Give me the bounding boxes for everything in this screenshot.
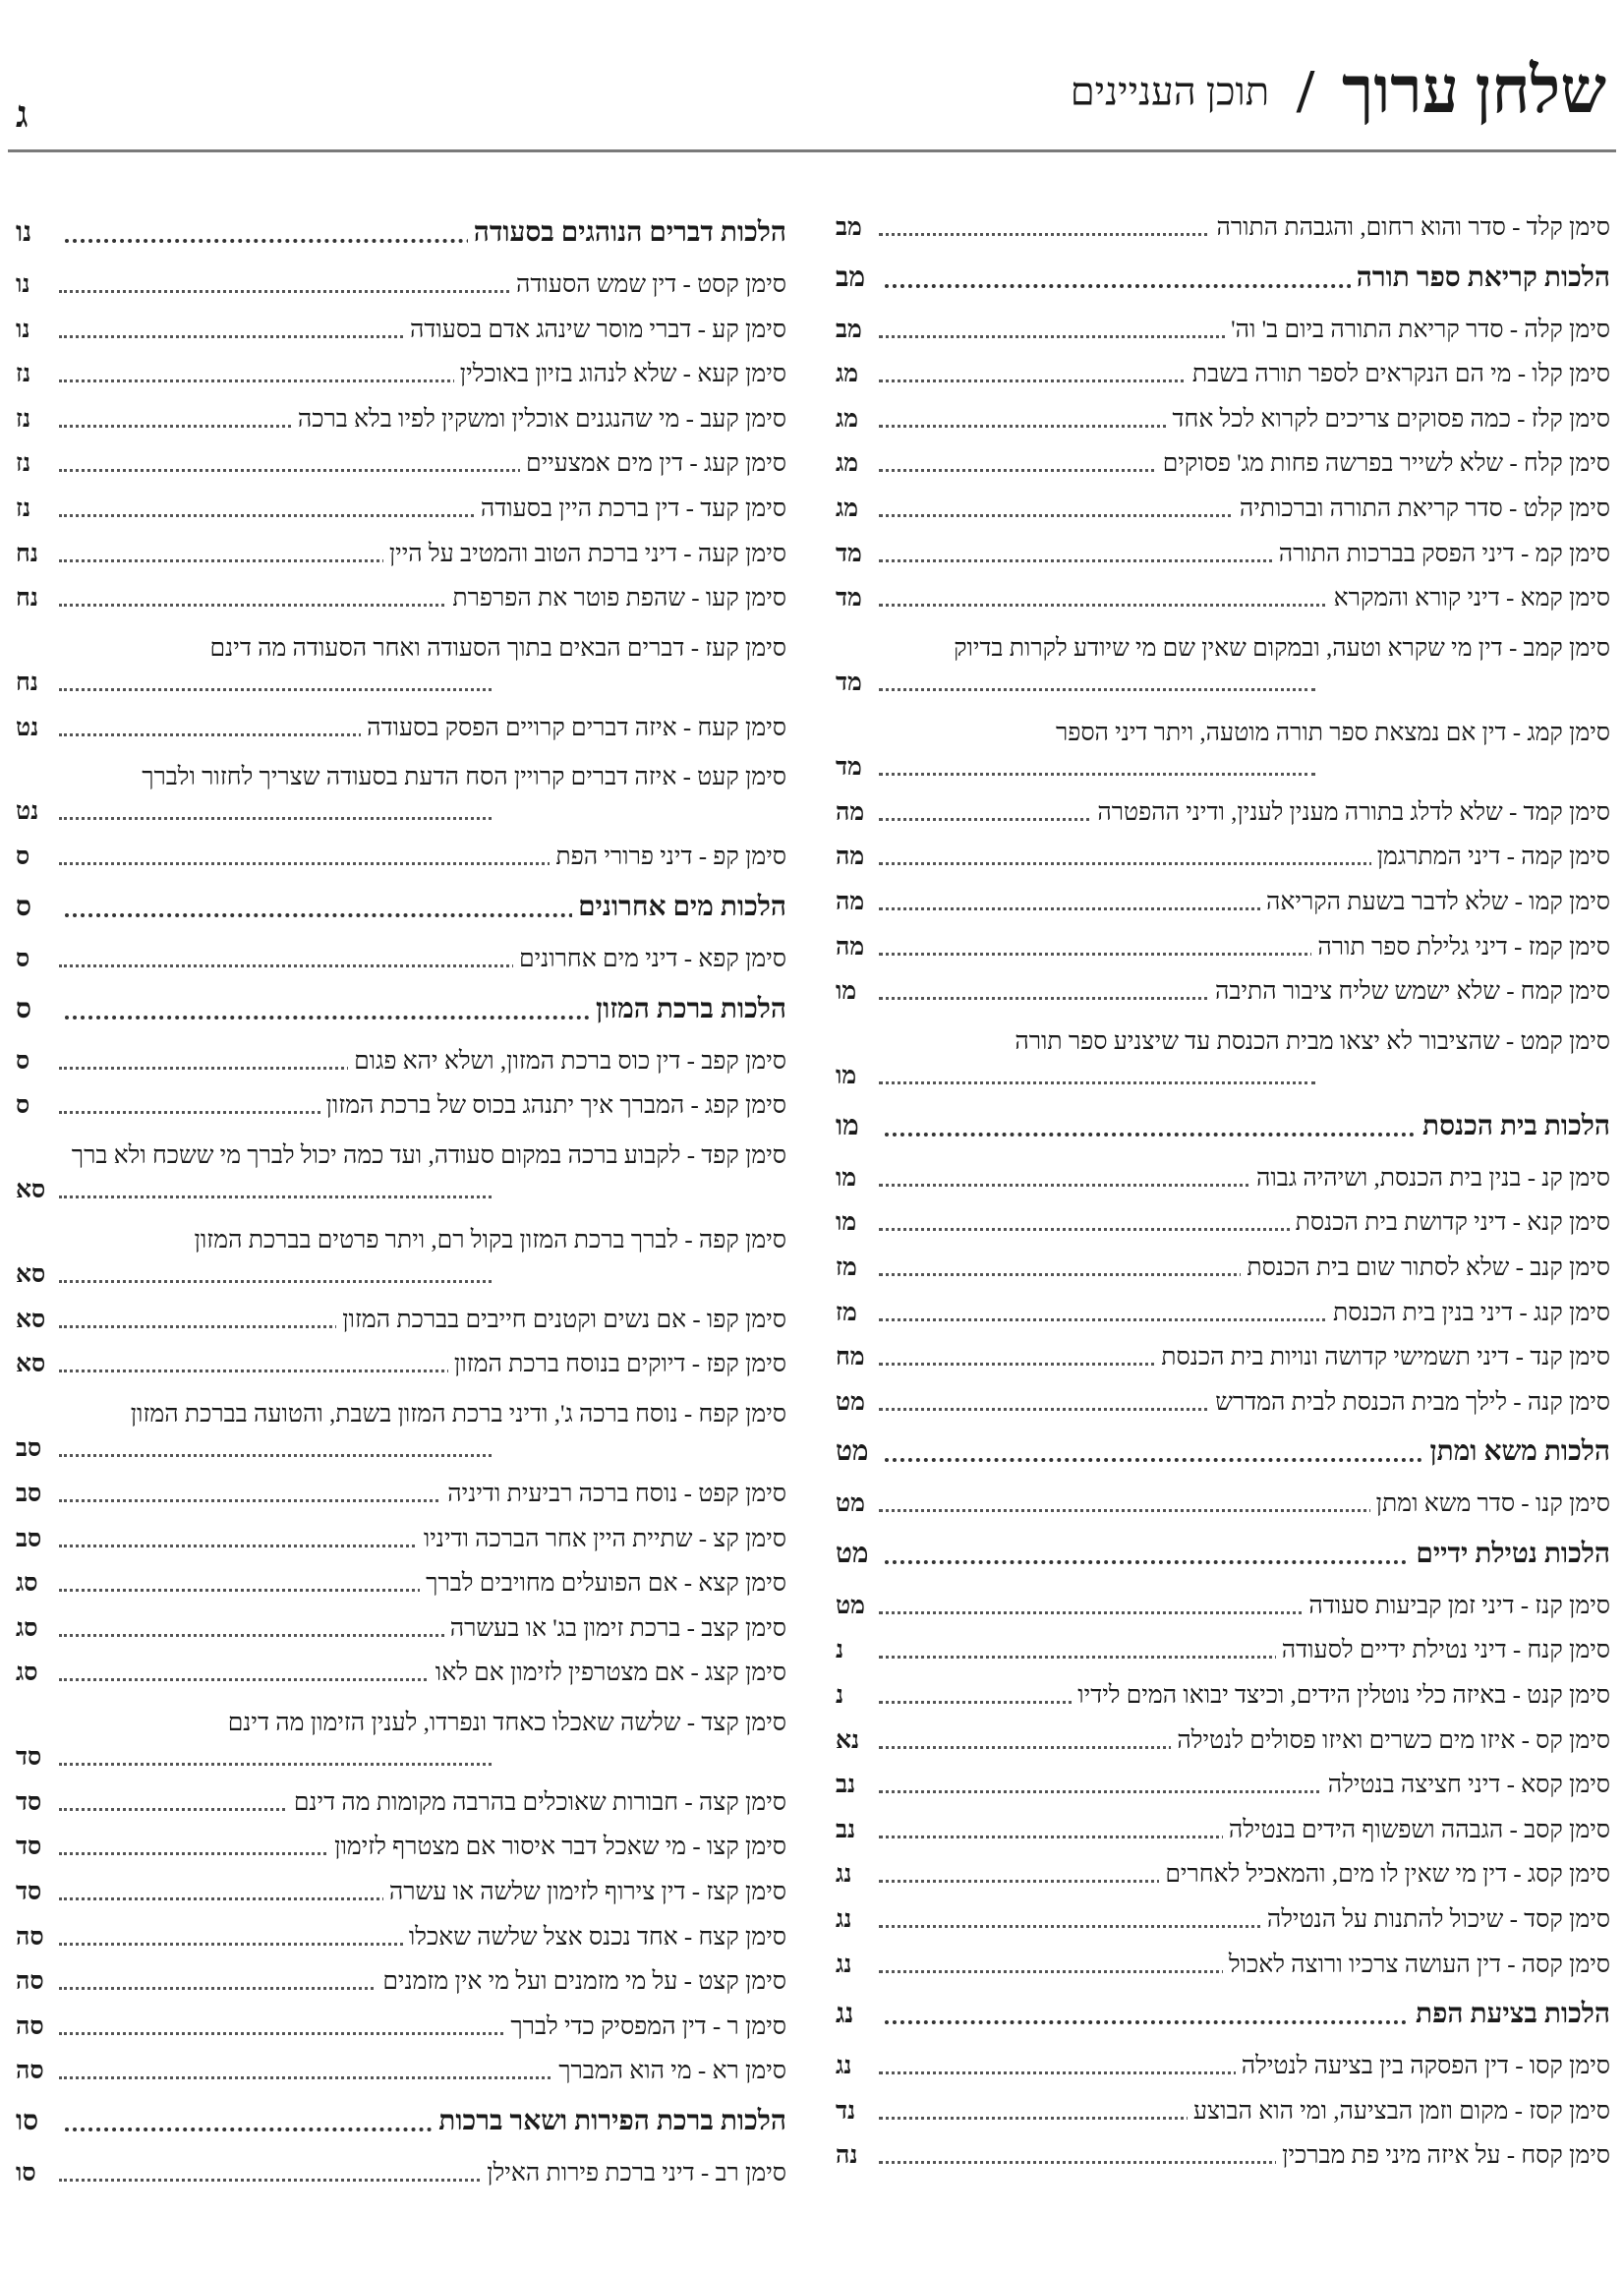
toc-entry: [16, 1866, 786, 1911]
toc-section-heading: [836, 1983, 1610, 2040]
entry-page-number: מד: [836, 540, 868, 569]
entry-page-number: סד: [16, 1743, 47, 1773]
entry-page-number: מח: [836, 1343, 871, 1372]
entry-title: סימן קעג - דין מים אמצעיים: [520, 449, 786, 479]
toc-entry: [16, 1603, 786, 1648]
entry-title: סימן קצג - אם מצטרפין לזימון אם לאו: [430, 1659, 786, 1688]
entry-title: סימן קנד - דיני תשמישי קדושה ונויות בית הכנסת: [1155, 1343, 1610, 1372]
entry-title: סימן קעט - איזה דברים קרויין הסח הדעת בסעודה שצריך לחזור ולברך: [142, 764, 786, 791]
entry-title: סימן קמה - דיני המתרגמן: [1371, 843, 1610, 872]
toc-entry: [16, 259, 786, 304]
toc-entry: [16, 1468, 786, 1513]
entry-page-number: מג: [836, 449, 864, 479]
entry-page-number: סב: [16, 1525, 47, 1554]
entry-title: סימן קצה - חבורות שאוכלים בהרבה מקומות מה דינם: [288, 1788, 786, 1818]
entry-page-number: מב: [836, 316, 868, 345]
entry-page-number: סא: [16, 1306, 51, 1335]
entry-title: סימן קפו - אם נשים וקטנים חייבים בברכת המזון: [336, 1306, 786, 1335]
entry-title: סימן קמח - שלא ישמש שליח ציבור התיבה: [1209, 977, 1610, 1007]
entry-page-number: סג: [16, 1659, 43, 1688]
entry-page-number: מו: [836, 1111, 865, 1142]
toc-entry: [836, 787, 1610, 832]
toc-entry: [836, 876, 1610, 921]
toc-entry: [16, 483, 786, 528]
entry-title: סימן קפח - נוסח ברכה ג', ודיני ברכת המזון בשבת, והטועה בברכת המזון: [130, 1400, 786, 1428]
entry-title: סימן קצא - אם הפועלים מחויבים לברך: [420, 1569, 786, 1599]
toc-entry: [836, 1331, 1610, 1376]
entry-title: סימן קצט - על מי מזמנים ועל מי אין מזמנים: [377, 1967, 786, 1997]
section-heading-text: הלכות נטילת ידיים: [1410, 1539, 1610, 1570]
toc-entry: [16, 572, 786, 617]
entry-page-number: נח: [16, 540, 44, 569]
entry-title: סימן קמז - דיני גלילת ספר תורה: [1311, 933, 1610, 962]
dot-leader: [59, 1280, 492, 1283]
toc-entry: [836, 2085, 1610, 2130]
entry-title: סימן קצ - שתיית היין אחר הברכה ודיניו: [418, 1525, 786, 1554]
entry-title: סימן קסו - דין הפסקה בין בציעה לנטילה: [1236, 2052, 1610, 2081]
entry-page-number: מז: [836, 1254, 863, 1283]
entry-page-number: סא: [16, 1260, 51, 1290]
entry-page-number: נא: [836, 1726, 865, 1756]
entry-page-number: סו: [16, 2159, 42, 2188]
entry-page-number: מט: [836, 1388, 871, 1418]
entry-title: סימן קעה - דיני ברכת הטוב והמטיב על היין: [383, 540, 786, 569]
section-heading-text: הלכות בציעת הפת: [1410, 1999, 1610, 2030]
entry-title: סימן קלט - סדר קריאת התורה וברכותיה: [1234, 495, 1610, 524]
entry-title: סימן קפז - דיוקים בנוסח ברכת המזון: [448, 1350, 786, 1379]
entry-title: סימן קנג - דיני בנין בית הכנסת: [1327, 1299, 1610, 1328]
entry-page-number: מו: [836, 977, 862, 1007]
page-number: ג: [16, 94, 29, 136]
entry-page-number: מט: [836, 1489, 871, 1519]
entry-title: סימן קלז - כמה פסוקים צריכים לקרוא לכל אחד: [1167, 405, 1611, 435]
toc-entry: [16, 1294, 786, 1339]
entry-page-number: ס: [16, 945, 35, 974]
toc-entry: [836, 1894, 1610, 1939]
entry-title: סימן קנא - דיני קדושת בית הכנסת: [1290, 1208, 1610, 1238]
entry-page-number: ס: [16, 1091, 35, 1121]
entry-title: סימן קסד - שיכול להתנות על הנטילה: [1261, 1905, 1610, 1935]
toc-entry: [16, 2045, 786, 2090]
toc-entry: [16, 2001, 786, 2046]
toc-entry: [16, 1557, 786, 1603]
toc-entry: [16, 1647, 786, 1692]
entry-page-number: מב: [836, 262, 871, 294]
toc-column-right: [836, 202, 1610, 2175]
entry-title: סימן קפה - לברך ברכת המזון בקול רם, ויתר פרטים בברכת המזון: [194, 1226, 786, 1254]
toc-section-heading: [836, 1523, 1610, 1580]
entry-page-number: נב: [836, 1816, 861, 1845]
entry-page-number: נח: [16, 669, 44, 698]
toc-entry: [836, 965, 1610, 1011]
entry-title: סימן קסא - דיני חציצה בנטילה: [1322, 1771, 1610, 1800]
section-heading-text: הלכות דברים הנוהגים בסעודה: [468, 217, 786, 249]
page-header: [14, 54, 1610, 147]
entry-title: סימן רא - מי הוא המברך: [552, 2057, 786, 2086]
toc-entry: [16, 1911, 786, 1956]
entry-page-number: מג: [836, 405, 864, 435]
entry-page-number: מו: [836, 1208, 862, 1238]
dot-leader: [59, 1195, 492, 1198]
section-heading-text: הלכות ברכת הפירות ושאר ברכות: [433, 2106, 786, 2137]
toc-entry: [836, 617, 1610, 702]
entry-title: סימן קפא - דיני מים אחרונים: [513, 945, 786, 974]
entry-page-number: סה: [16, 2012, 50, 2042]
entry-title: סימן קצז - דין צירוף לזימון שלשה או עשרה: [383, 1878, 786, 1907]
toc-entry: [16, 393, 786, 438]
entry-page-number: מט: [836, 1436, 875, 1468]
running-title: [1071, 54, 1606, 129]
entry-title: סימן קפג - המברך איך יתנהג בכוס של ברכת המזון: [320, 1091, 787, 1121]
toc-entry: [16, 2147, 786, 2192]
entry-page-number: ס: [16, 994, 37, 1025]
toc-entry: [16, 1338, 786, 1383]
entry-page-number: סה: [16, 1923, 50, 1953]
dot-leader: [59, 1763, 492, 1766]
entry-title: סימן קנח - דיני נטילת ידיים לסעודה: [1276, 1636, 1610, 1665]
entry-title: סימן קפט - נוסח ברכה רביעית ודיניה: [441, 1480, 786, 1509]
entry-title: סימן קצו - מי שאכל דבר איסור אם מצטרף לזימון: [328, 1833, 786, 1862]
entry-title: סימן קלה - סדר קריאת התורה ביום ב' וה': [1225, 316, 1610, 345]
entry-page-number: נה: [836, 2141, 864, 2171]
toc-entry: [16, 1777, 786, 1822]
toc-entry: [16, 304, 786, 349]
entry-page-number: מז: [836, 1299, 863, 1328]
entry-title: סימן קסט - דין שמש הסעודה: [510, 270, 786, 300]
toc-section-heading: [836, 1421, 1610, 1478]
entry-title: סימן קעד - דין ברכת היין בסעודה: [475, 495, 786, 524]
entry-page-number: מה: [836, 888, 870, 917]
entry-title: סימן קפ - דיני פרורי הפת: [550, 843, 786, 872]
section-heading-text: הלכות קריאת ספר תורה: [1351, 262, 1610, 294]
entry-page-number: סב: [16, 1480, 47, 1509]
entry-page-number: סו: [16, 2106, 44, 2137]
toc-entry: [836, 702, 1610, 787]
entry-page-number: מד: [836, 753, 868, 783]
toc-entry: [16, 1513, 786, 1558]
section-heading-text: הלכות בית הכנסת: [1417, 1111, 1610, 1142]
toc-entry: [16, 933, 786, 978]
entry-page-number: נט: [16, 797, 44, 827]
toc-entry: [836, 1759, 1610, 1804]
dot-leader: [879, 773, 1315, 776]
dot-leader: [59, 1454, 492, 1457]
toc-entry: [16, 746, 786, 831]
entry-page-number: נ: [836, 1681, 849, 1711]
entry-title: סימן קסח - על איזה מיני פת מברכין: [1276, 2141, 1610, 2171]
entry-page-number: נד: [836, 2097, 861, 2127]
entry-title: סימן קמד - שלא לדלג בתורה מענין לענין, ודיני ההפטרה: [1091, 798, 1610, 828]
toc-entry: [16, 1035, 786, 1080]
entry-title: סימן קצב - ברכת זימון בג' או בעשרה: [444, 1614, 786, 1644]
entry-page-number: נ: [836, 1636, 849, 1665]
book-title: שלחן ערוך: [1341, 55, 1606, 127]
entry-page-number: סג: [16, 1614, 43, 1644]
entry-title: סימן קסב - הגבהה ושפשוף הידים בנטילה: [1223, 1816, 1610, 1845]
toc-entry: [836, 1939, 1610, 1984]
toc-entry: [16, 1209, 786, 1294]
toc-entry: [836, 831, 1610, 876]
entry-page-number: מג: [836, 495, 864, 524]
entry-title: סימן רב - דיני ברכת פירות האילן: [481, 2159, 786, 2188]
entry-title: סימן קעז - דברים הבאים בתוך הסעודה ואחר הסעודה מה דינם: [209, 634, 786, 662]
entry-page-number: סה: [16, 2057, 50, 2086]
entry-title: סימן קסג - דין מי שאין לו מים, והמאכיל לאחרים: [1159, 1860, 1610, 1890]
entry-title: סימן קמט - שהציבור לא יצאו מבית הכנסת עד שיצניע ספר תורה: [1015, 1027, 1610, 1055]
toc-entry: [16, 702, 786, 747]
toc-entry: [16, 831, 786, 876]
toc-section-heading: [836, 247, 1610, 304]
entry-page-number: סד: [16, 1833, 47, 1862]
entry-page-number: נג: [836, 1999, 859, 2030]
entry-title: סימן קעא - שלא לנהוג בזיון באוכלין: [454, 360, 786, 389]
section-heading-text: הלכות מים אחרונים: [572, 892, 786, 923]
entry-title: סימן קסה - דין העושה צרכיו ורוצה לאכול: [1223, 1951, 1610, 1980]
toc-entry: [836, 2040, 1610, 2085]
toc-entry: [16, 1821, 786, 1866]
toc-entry: [16, 528, 786, 573]
entry-title: סימן קלד - סדר והוא רחום, והגבהת התורה: [1210, 213, 1610, 243]
entry-title: סימן קסז - מקום וזמן הבציעה, ומי הוא הבוצע: [1188, 2097, 1610, 2127]
entry-page-number: מט: [836, 1539, 875, 1570]
toc-entry: [836, 348, 1610, 393]
toc-entry: [16, 348, 786, 393]
entry-page-number: מב: [836, 213, 868, 243]
dot-leader: [59, 817, 492, 820]
entry-page-number: נג: [836, 1860, 857, 1890]
entry-title: סימן קפד - לקבוע ברכה במקום סעודה, ועד כמה יכול לברך מי ששכח ולא ברך: [71, 1141, 786, 1169]
entry-page-number: ס: [16, 843, 35, 872]
entry-page-number: ס: [16, 1047, 35, 1077]
entry-page-number: סא: [16, 1350, 51, 1379]
entry-page-number: נו: [16, 270, 36, 300]
toc-entry: [836, 528, 1610, 573]
toc-entry: [836, 1152, 1610, 1197]
entry-page-number: נט: [16, 714, 44, 743]
toc-section-heading: [16, 202, 786, 259]
section-heading-text: הלכות ברכת המזון: [590, 994, 786, 1025]
header-rule: [8, 149, 1616, 152]
toc-entry: [836, 483, 1610, 528]
entry-title: סימן קמו - שלא לדבר בשעת הקריאה: [1260, 888, 1610, 917]
toc-entry: [836, 1242, 1610, 1287]
section-heading-text: הלכות משא ומתן: [1423, 1436, 1610, 1468]
toc-entry: [836, 2129, 1610, 2175]
toc-entry: [16, 1955, 786, 2001]
toc-entry: [836, 1287, 1610, 1332]
dot-leader: [879, 688, 1315, 691]
toc-column-left: [16, 202, 786, 2192]
entry-page-number: סד: [16, 1788, 47, 1818]
entry-page-number: סב: [16, 1434, 47, 1464]
entry-title: סימן קנ - בנין בית הכנסת, ושיהיה גבוה: [1250, 1164, 1610, 1194]
toc-entry: [836, 393, 1610, 438]
toc-entry: [836, 921, 1610, 966]
entry-title: סימן קמב - דין מי שקרא וטעה, ובמקום שאין שם מי שיודע לקרות בדיוק: [954, 634, 1610, 662]
entry-title: סימן קלח - שלא לשייר בפרשה פחות מג' פסוקים: [1157, 449, 1610, 479]
toc-entry: [836, 1804, 1610, 1849]
toc-entry: [836, 1624, 1610, 1669]
entry-title: סימן קמא - דיני קורא והמקרא: [1328, 584, 1610, 613]
entry-page-number: נז: [16, 449, 36, 479]
entry-title: סימן קצח - אחד נכנס אצל שלשה שאכלו: [403, 1923, 786, 1953]
toc-entry: [836, 1669, 1610, 1715]
entry-title: סימן קנט - באיזה כלי נוטלין הידים, וכיצד יבואו המים לידיו: [1072, 1681, 1610, 1711]
entry-page-number: נז: [16, 405, 36, 435]
entry-title: סימן קמג - דין אם נמצאת ספר תורה מוטעה, ויתר דיני הספר: [1055, 719, 1610, 746]
entry-title: סימן קנה - לילך מבית הכנסת לבית המדרש: [1209, 1388, 1610, 1418]
entry-page-number: מט: [836, 1592, 871, 1621]
toc-entry: [16, 617, 786, 702]
entry-page-number: מו: [836, 1062, 862, 1091]
toc-entry: [836, 1715, 1610, 1760]
entry-page-number: נז: [16, 360, 36, 389]
toc-section-heading: [836, 1095, 1610, 1152]
toc-entry: [16, 1383, 786, 1468]
entry-title: סימן קע - דברי מוסר שינהג אדם בסעודה: [404, 316, 786, 345]
entry-page-number: סד: [16, 1878, 47, 1907]
entry-page-number: סה: [16, 1967, 50, 1997]
toc-entry: [836, 437, 1610, 483]
toc-entry: [836, 572, 1610, 617]
toc-entry: [836, 1848, 1610, 1894]
entry-title: סימן קצד - שלשה שאכלו כאחד ונפרדו, לענין הזימון מה דינם: [227, 1709, 786, 1736]
toc-section-heading: [16, 2090, 786, 2147]
entry-page-number: נג: [836, 1905, 857, 1935]
entry-page-number: נח: [16, 584, 44, 613]
entry-page-number: מה: [836, 798, 870, 828]
toc-section-heading: [16, 876, 786, 933]
entry-title: סימן קנז - דיני זמן קביעות סעודה: [1303, 1592, 1610, 1621]
entry-page-number: מו: [836, 1164, 862, 1194]
entry-title: סימן קנו - סדר משא ומתן: [1370, 1489, 1610, 1519]
entry-title: סימן קעו - שהפת פוטר את הפרפרת: [446, 584, 786, 613]
toc-entry: [836, 1376, 1610, 1422]
toc-entry: [16, 1079, 786, 1125]
entry-title: סימן קלו - מי הם הנקראים לספר תורה בשבת: [1187, 360, 1610, 389]
entry-title: סימן קפב - דין כוס ברכת המזון, ושלא יהא פגום: [348, 1047, 786, 1077]
entry-title: סימן קעב - מי שהנגנים אוכלין ומשקין לפיו בלא ברכה: [292, 405, 786, 435]
toc-entry: [836, 1580, 1610, 1625]
entry-title: סימן קס - איזו מים כשרים ואיזו פסולים לנטילה: [1171, 1726, 1610, 1756]
entry-title: סימן קמ - דיני הפסק בברכות התורה: [1273, 540, 1610, 569]
dot-leader: [59, 688, 492, 691]
toc-entry: [836, 202, 1610, 247]
entry-page-number: נב: [836, 1771, 861, 1800]
entry-page-number: נג: [836, 1951, 857, 1980]
entry-page-number: נו: [16, 316, 36, 345]
toc-entry: [836, 1478, 1610, 1523]
section-title: תוכן העניינים: [1070, 69, 1270, 114]
entry-page-number: סא: [16, 1176, 51, 1205]
entry-page-number: מג: [836, 360, 864, 389]
toc-section-heading: [16, 978, 786, 1035]
dot-leader: [879, 1081, 1315, 1084]
entry-page-number: מה: [836, 843, 870, 872]
entry-page-number: ס: [16, 892, 37, 923]
entry-title: סימן קעח - איזה דברים קרויים הפסק בסעודה: [361, 714, 786, 743]
toc-entry: [836, 1011, 1610, 1095]
toc-entry: [16, 437, 786, 483]
entry-title: סימן קנב - שלא לסתור שום בית הכנסת: [1241, 1254, 1610, 1283]
toc-entry: [836, 1196, 1610, 1242]
entry-page-number: נז: [16, 495, 36, 524]
entry-page-number: נג: [836, 2052, 857, 2081]
entry-page-number: נו: [16, 217, 37, 249]
toc-entry: [16, 1125, 786, 1209]
toc-entry: [16, 1692, 786, 1777]
toc-entry: [836, 304, 1610, 349]
entry-title: סימן ר - דין המפסיק כדי לברך: [504, 2012, 786, 2042]
entry-page-number: מה: [836, 933, 870, 962]
title-separator: /: [1297, 56, 1314, 126]
entry-page-number: סג: [16, 1569, 43, 1599]
entry-page-number: מד: [836, 669, 868, 698]
entry-page-number: מד: [836, 584, 868, 613]
